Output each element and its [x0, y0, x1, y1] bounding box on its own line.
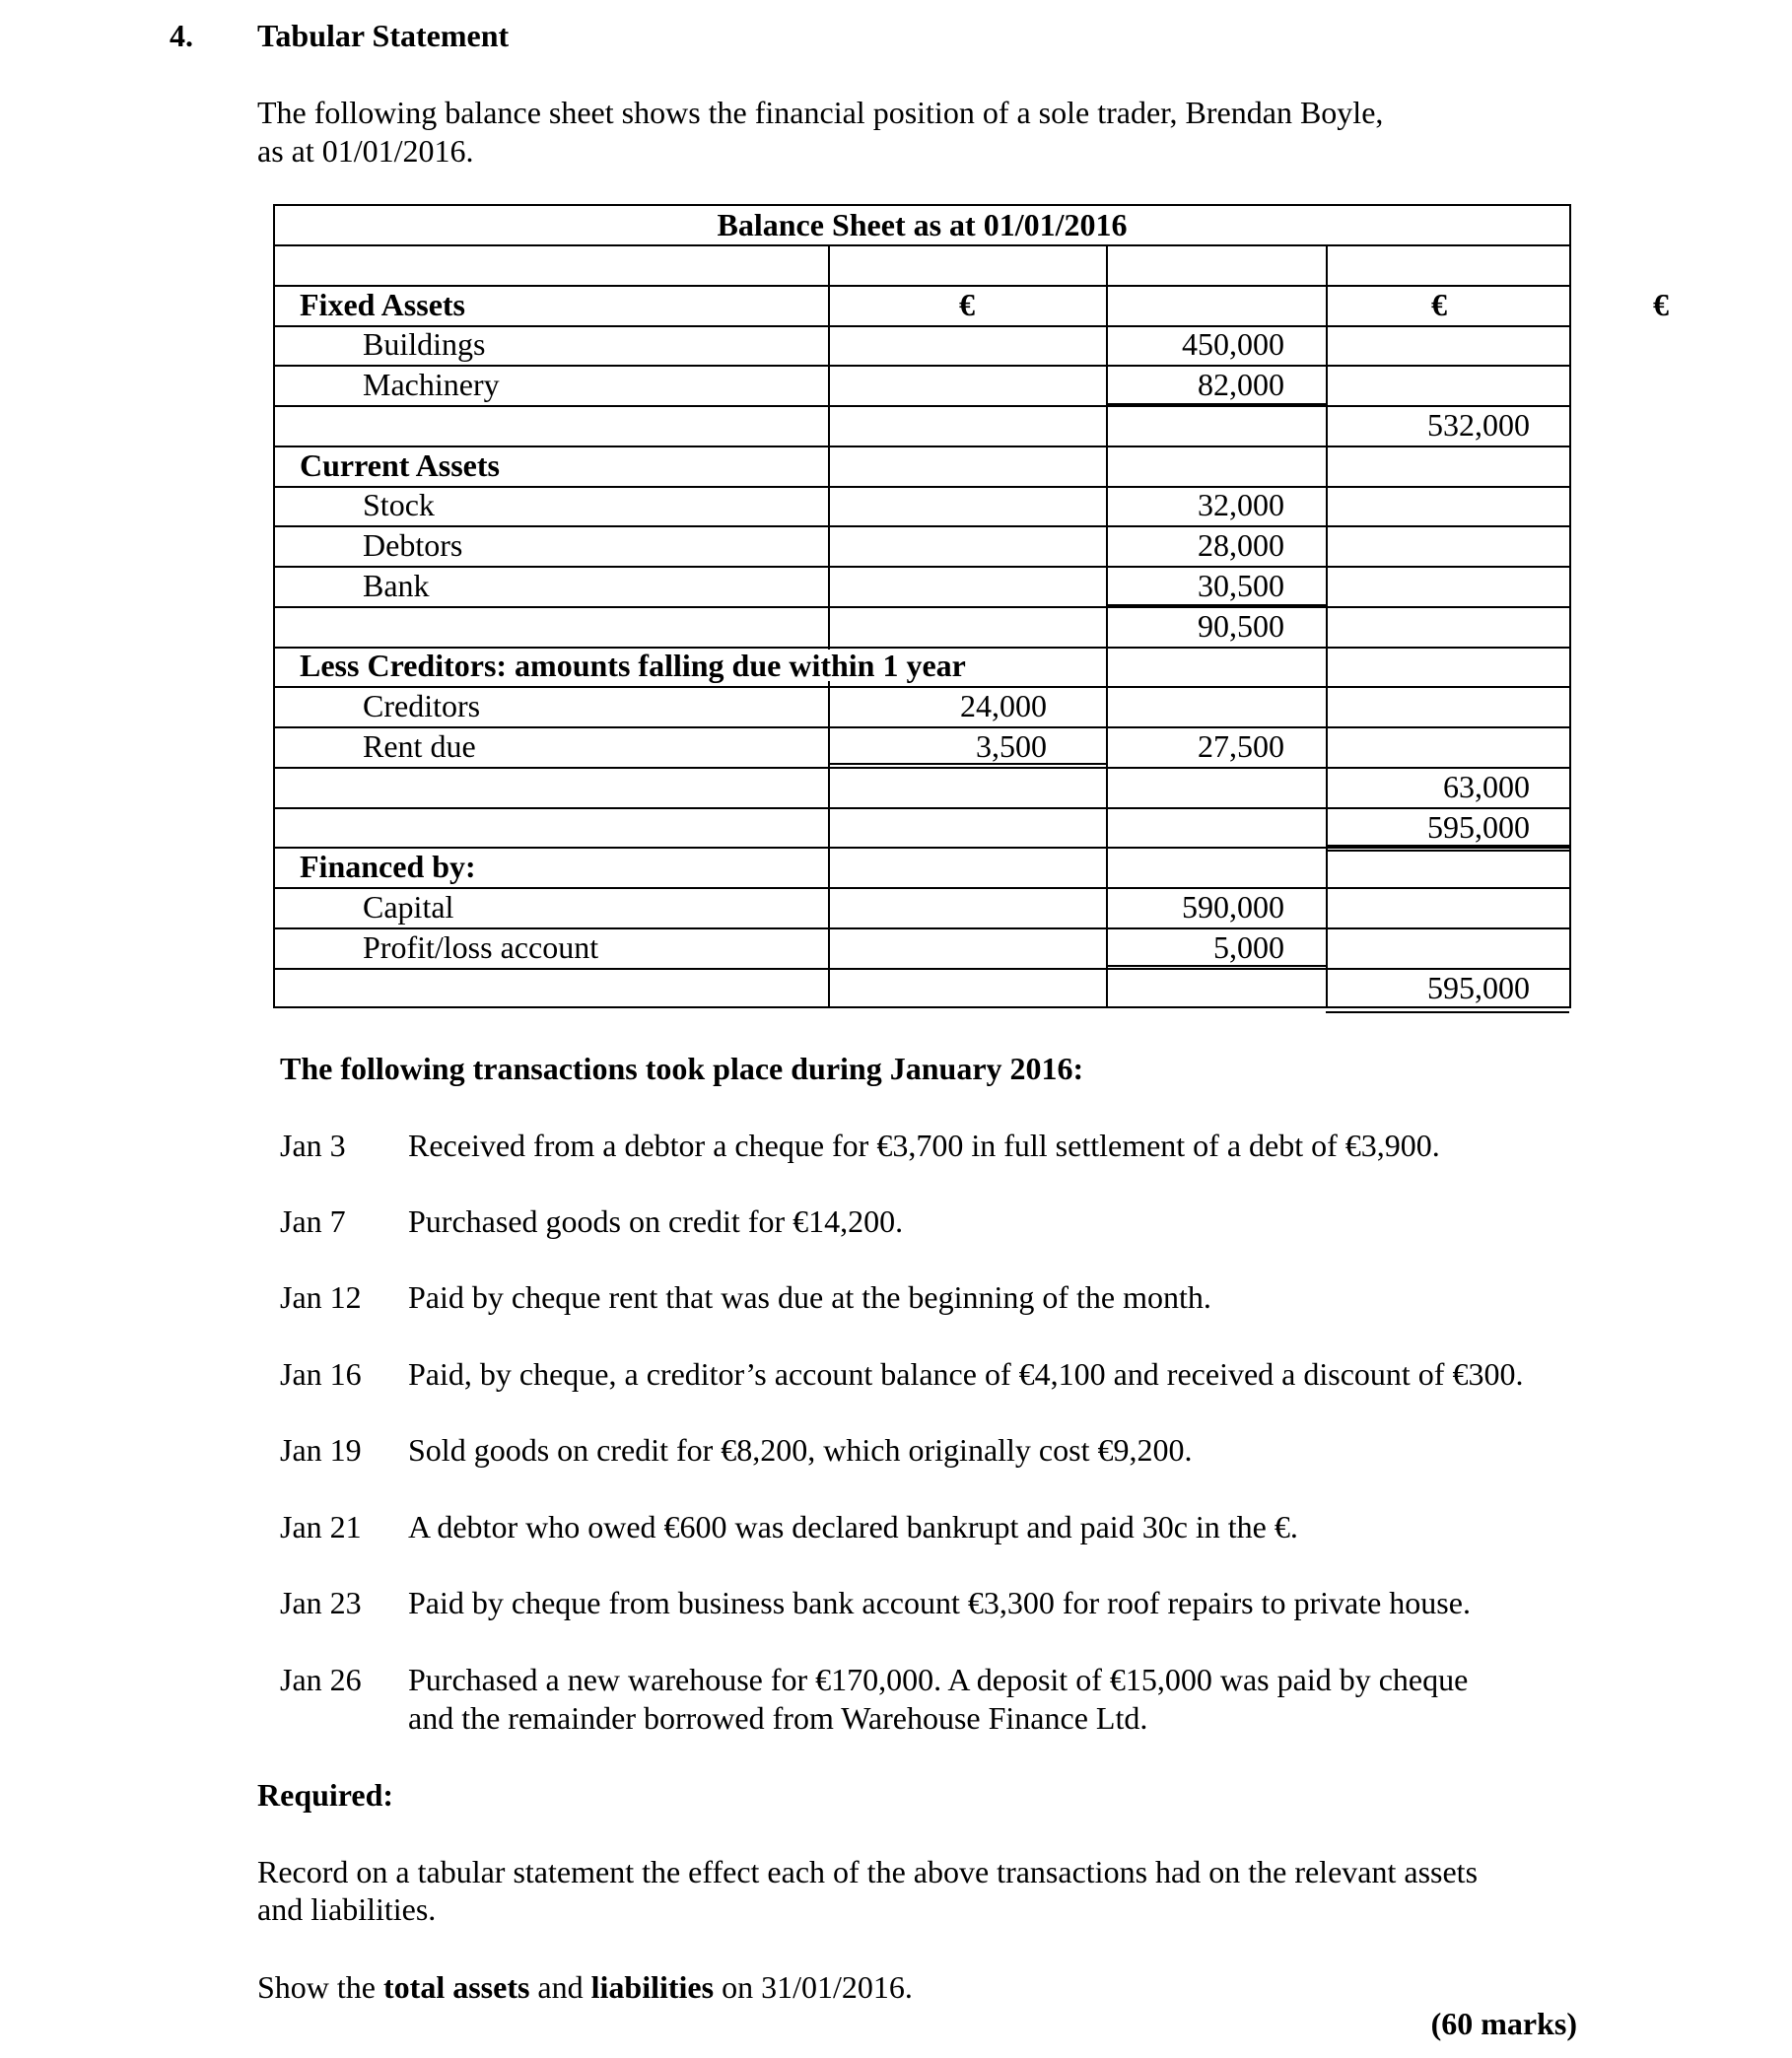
marks-label: (60 marks) [1430, 2006, 1577, 2041]
current-asset-label: Stock [363, 487, 435, 522]
transaction-text: Paid by cheque rent that was due at the beginning of the month. [408, 1279, 1211, 1315]
creditors-total: 27,500 [1198, 728, 1284, 764]
balance-sheet-title: Balance Sheet as at 01/01/2016 [717, 207, 1128, 242]
financed-by-label: Capital [363, 889, 454, 925]
transaction-date: Jan 3 [280, 1128, 346, 1163]
current-asset-value: 30,500 [1198, 568, 1284, 603]
current-asset-value: 28,000 [1198, 527, 1284, 563]
current-asset-value: 32,000 [1198, 487, 1284, 522]
fixed-asset-value: 450,000 [1182, 326, 1284, 362]
intro-line-2: as at 01/01/2016. [257, 133, 474, 169]
financed-by-total: 595,000 [1427, 970, 1530, 1005]
current-assets-heading: Current Assets [300, 447, 500, 483]
current-assets-total: 90,500 [1198, 608, 1284, 644]
creditor-label: Creditors [363, 688, 481, 723]
creditor-value: 24,000 [960, 688, 1047, 723]
currency-header-col2: € [1431, 287, 1447, 322]
transaction-text: A debtor who owed €600 was declared bankrupt and paid 30c in the €. [408, 1509, 1298, 1544]
transactions-heading: The following transactions took place during January 2016: [280, 1051, 1084, 1086]
question-number: 4. [170, 18, 193, 53]
show-liabilities: liabilities [590, 1969, 715, 2005]
balance-sheet-table [273, 204, 1669, 1008]
financed-by-value: 590,000 [1182, 889, 1284, 925]
financed-by-label: Profit/loss account [363, 929, 599, 965]
working-capital: 63,000 [1443, 769, 1530, 804]
financed-by-value: 5,000 [1213, 929, 1284, 965]
current-asset-label: Debtors [363, 527, 463, 563]
show-and: and [529, 1969, 591, 2005]
transaction-date: Jan 12 [280, 1279, 362, 1315]
fixed-asset-label: Buildings [363, 326, 486, 362]
show-date: on 31/01/2016. [714, 1969, 913, 2005]
show-prefix: Show the [257, 1969, 383, 2005]
currency-header-col3: € [1653, 287, 1669, 322]
question-title: Tabular Statement [257, 18, 510, 53]
creditors-heading: Less Creditors: amounts falling due within 1 year [300, 650, 970, 681]
transaction-date: Jan 19 [280, 1432, 362, 1468]
current-asset-label: Bank [363, 568, 430, 603]
creditor-value: 3,500 [976, 728, 1047, 764]
transaction-date: Jan 23 [280, 1585, 362, 1620]
transaction-date: Jan 26 [280, 1662, 362, 1697]
transaction-text: Paid by cheque from business bank account €3,300 for roof repairs to private house. [408, 1585, 1471, 1620]
creditor-label: Rent due [363, 728, 476, 764]
transaction-text: Purchased a new warehouse for €170,000. A deposit of €15,000 was paid by cheque [408, 1662, 1469, 1697]
show-totals-instruction [257, 1971, 913, 2003]
transaction-text-continued: and the remainder borrowed from Warehouse Finance Ltd. [408, 1700, 1148, 1736]
fixed-assets-total: 532,000 [1427, 407, 1530, 443]
net-assets-total: 595,000 [1427, 809, 1530, 845]
fixed-asset-value: 82,000 [1198, 367, 1284, 402]
transaction-date: Jan 7 [280, 1203, 346, 1239]
required-line-1: Record on a tabular statement the effect each of the above transactions had on the relevant assets [257, 1854, 1479, 1889]
transaction-date: Jan 16 [280, 1356, 362, 1392]
required-heading: Required: [257, 1777, 394, 1813]
fixed-assets-heading: Fixed Assets [300, 287, 465, 322]
intro-line-1: The following balance sheet shows the financial position of a sole trader, Brendan Boyle, [257, 95, 1384, 130]
transaction-date: Jan 21 [280, 1509, 362, 1544]
transaction-text: Received from a debtor a cheque for €3,700 in full settlement of a debt of €3,900. [408, 1128, 1440, 1163]
fixed-asset-label: Machinery [363, 367, 500, 402]
transaction-text: Purchased goods on credit for €14,200. [408, 1203, 904, 1239]
show-total-assets: total assets [383, 1969, 530, 2005]
currency-header-col1: € [959, 287, 975, 322]
transaction-text: Paid, by cheque, a creditor’s account balance of €4,100 and received a discount of €300. [408, 1356, 1524, 1392]
required-line-2: and liabilities. [257, 1891, 437, 1927]
transaction-text: Sold goods on credit for €8,200, which originally cost €9,200. [408, 1432, 1193, 1468]
financed-by-heading: Financed by: [300, 849, 476, 884]
